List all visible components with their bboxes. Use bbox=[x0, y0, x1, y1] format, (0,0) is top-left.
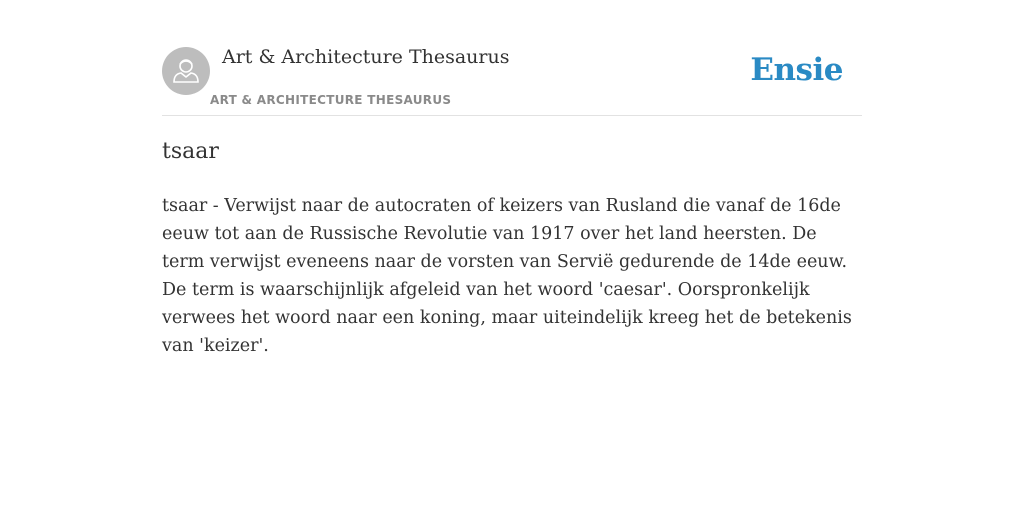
definition-text: tsaar - Verwijst naar de autocraten of keizers van Rusland die vanaf de 16de eeuw tot aan de Russische Revolutie van 1917 over het land heersten. De term verwijst eveneens naar de vorsten van Servië gedurende de 14de eeuw. De term is waarschijnlijk afgeleid van het woord 'caesar'. Oorspronkelijk verwees het woord naar een koning, maar uiteindelijk kreeg het de betekenis van 'keizer'. bbox=[162, 196, 852, 356]
term-title: tsaar bbox=[162, 139, 219, 164]
ensie-logo[interactable]: Ensie bbox=[750, 52, 843, 88]
source-subtitle: ART & ARCHITECTURE THESAURUS bbox=[210, 93, 452, 107]
source-header bbox=[162, 40, 862, 116]
avatar[interactable] bbox=[162, 47, 210, 95]
source-title-link[interactable]: Art & Architecture Thesaurus bbox=[222, 46, 510, 68]
user-icon bbox=[162, 47, 210, 95]
